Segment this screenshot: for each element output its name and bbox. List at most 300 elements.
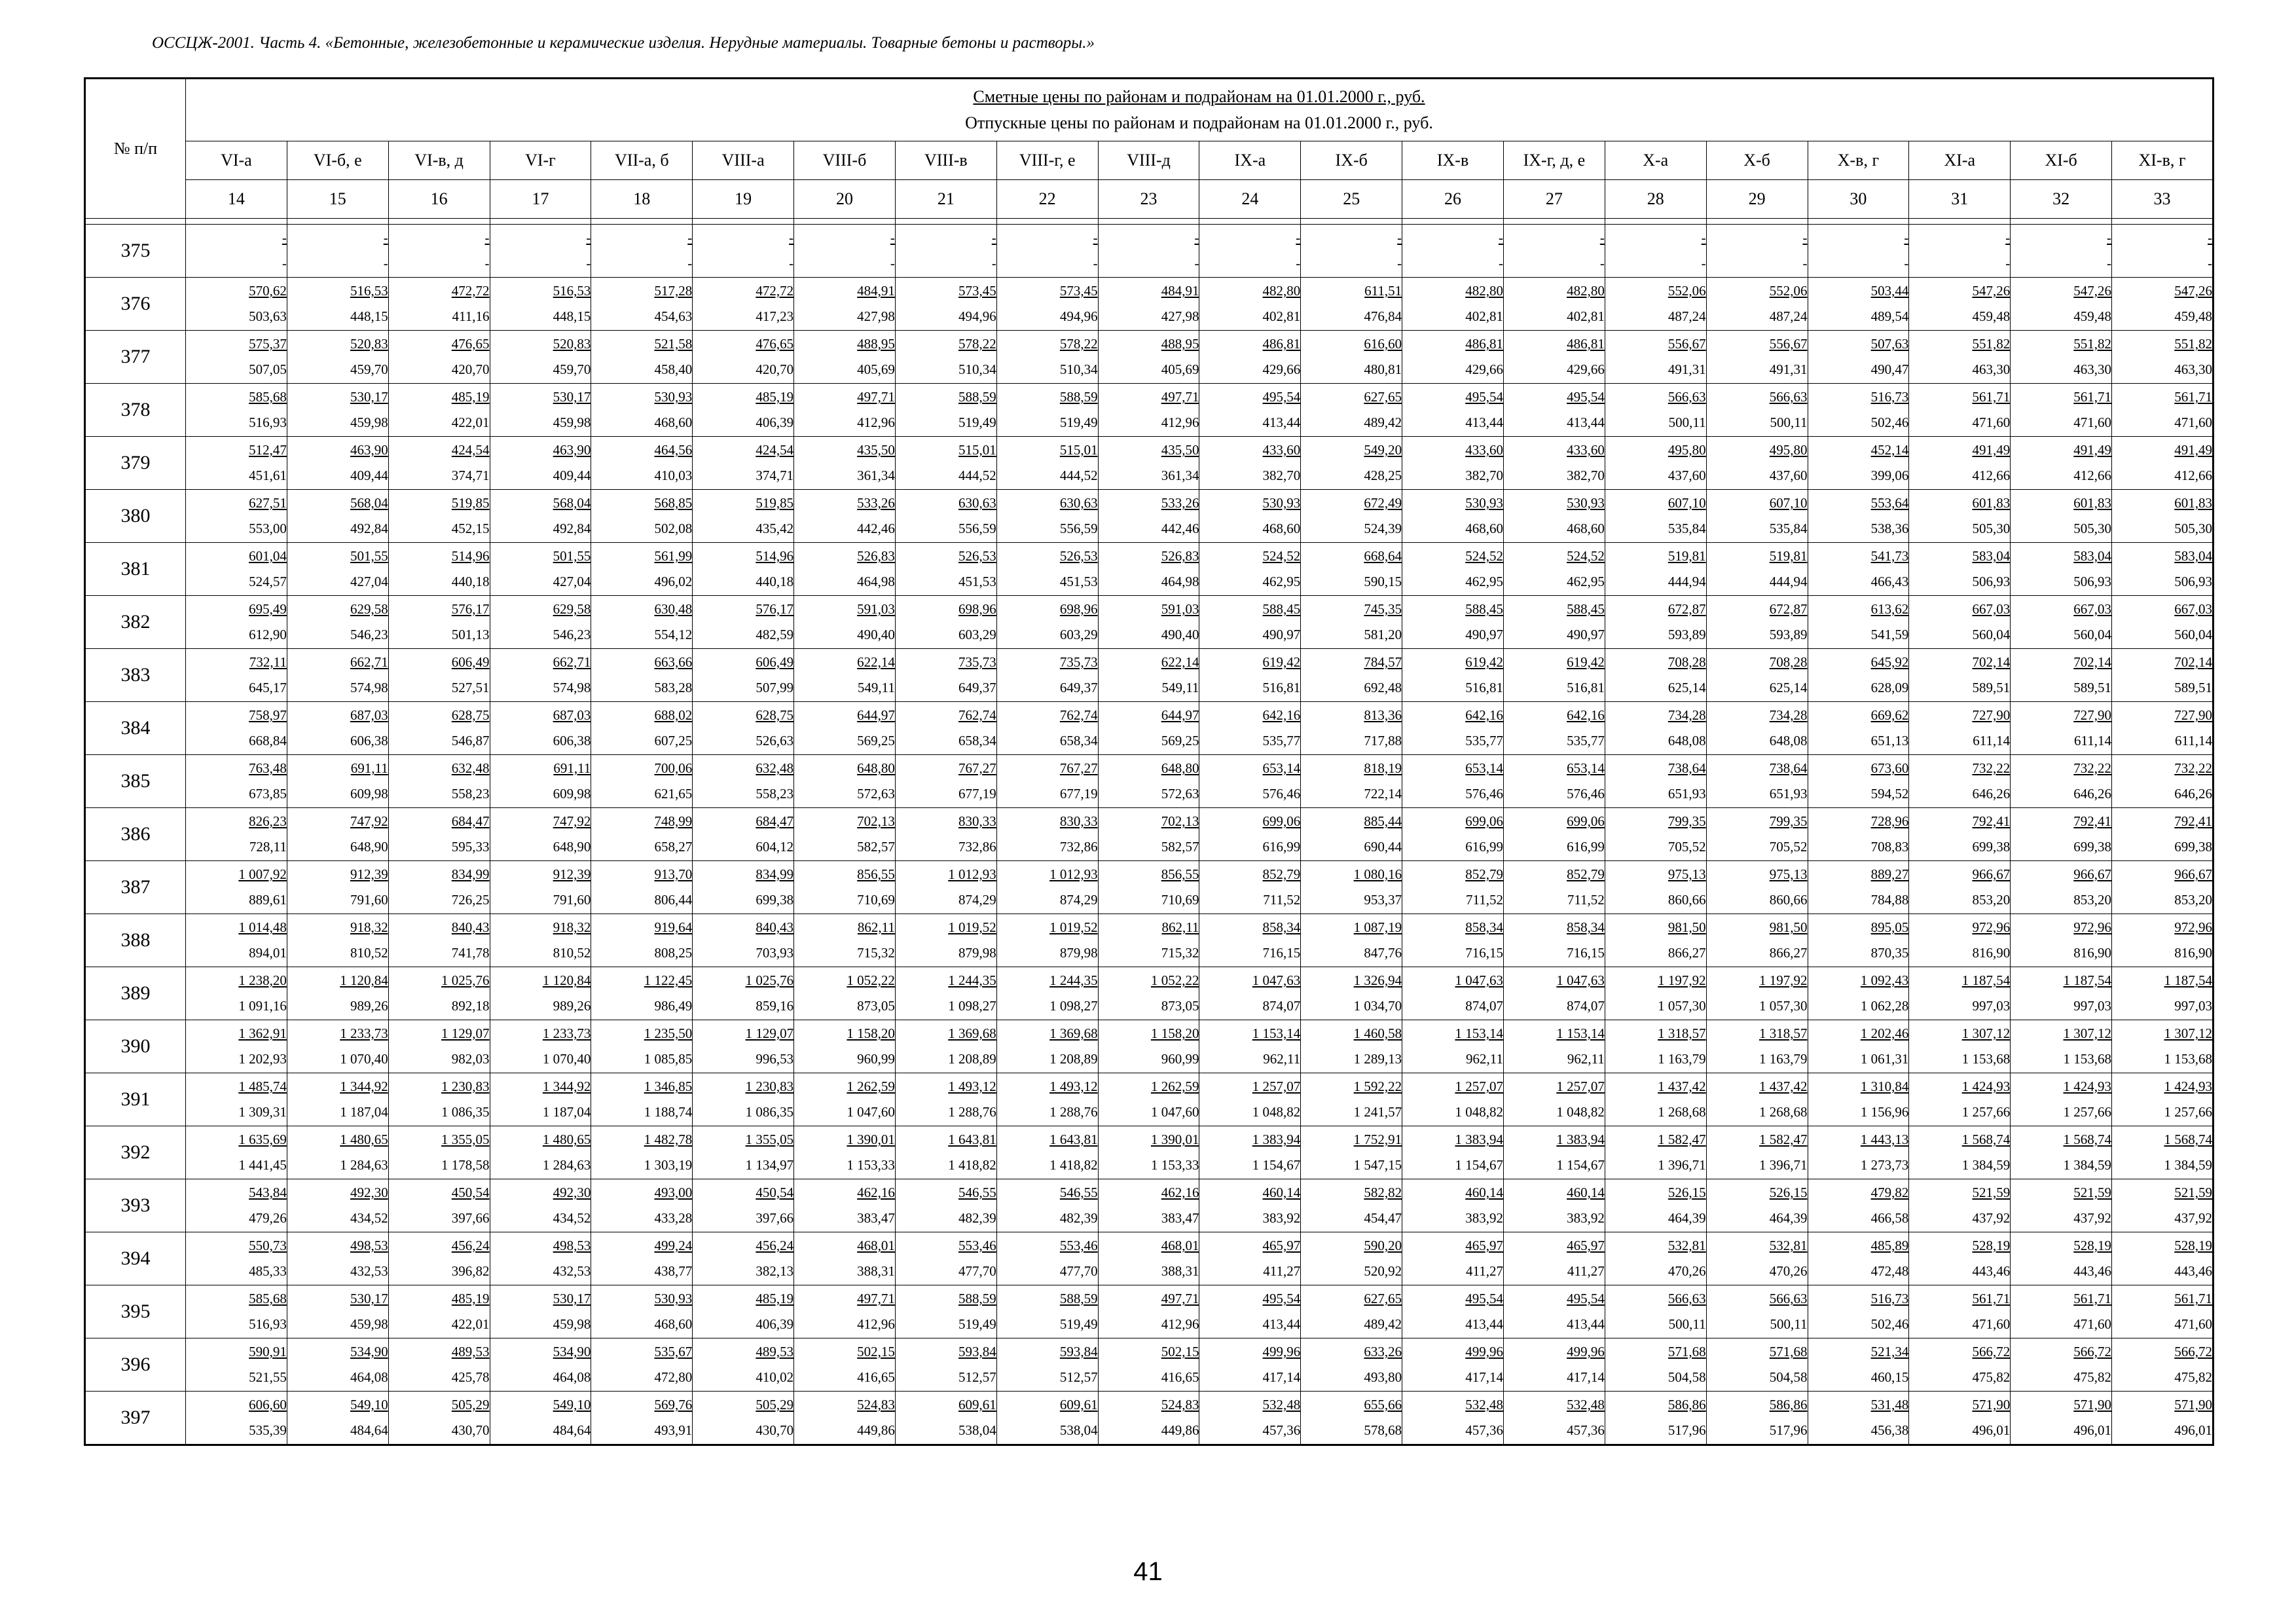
estimate-price: 566,72	[2073, 1344, 2112, 1359]
release-price: 986,49	[654, 998, 693, 1014]
price-cell	[1402, 1338, 1504, 1392]
price-cell	[1503, 1126, 1605, 1179]
price-cell	[1808, 278, 1909, 331]
estimate-price: 1 568,74	[2063, 1132, 2112, 1147]
region-header: VIII-а	[693, 141, 794, 180]
estimate-price: 1 424,93	[2063, 1079, 2112, 1094]
release-price: 472,80	[654, 1369, 693, 1385]
estimate-price: 588,45	[1262, 601, 1301, 617]
release-price: 399,06	[1870, 468, 1909, 483]
estimate-price: 433,60	[1262, 442, 1301, 458]
price-cell	[1301, 755, 1402, 808]
release-price: 489,42	[1364, 415, 1402, 430]
estimate-price: 495,80	[1769, 442, 1808, 458]
price-cell	[388, 384, 490, 437]
release-price: 651,13	[1870, 733, 1909, 748]
estimate-price: 699,06	[1567, 813, 1605, 829]
price-cell	[996, 437, 1098, 490]
estimate-price: 622,14	[857, 654, 895, 670]
release-price: 459,70	[350, 361, 388, 377]
release-price: 416,65	[1161, 1369, 1199, 1385]
price-cell	[895, 278, 996, 331]
estimate-price: 667,03	[1972, 601, 2011, 617]
price-cell	[1808, 490, 1909, 543]
release-price: 397,66	[451, 1210, 490, 1226]
release-price: 673,85	[249, 786, 287, 802]
price-cell	[1706, 1392, 1808, 1445]
estimate-price: 526,53	[958, 548, 996, 564]
price-cell	[693, 1126, 794, 1179]
estimate-price: 919,64	[654, 919, 693, 935]
estimate-price: 1 122,45	[644, 972, 693, 988]
estimate-price: 1 355,05	[745, 1132, 794, 1147]
release-price: 464,08	[553, 1369, 591, 1385]
estimate-price: 1 480,65	[542, 1132, 591, 1147]
estimate-price: 1 443,13	[1860, 1132, 1909, 1147]
estimate-price: 552,06	[1769, 283, 1808, 299]
release-price: -	[282, 255, 287, 271]
price-cell	[1301, 702, 1402, 755]
region-header: IX-б	[1301, 141, 1402, 180]
price-cell	[1909, 861, 2011, 914]
estimate-price: 528,19	[2174, 1238, 2212, 1253]
price-cell	[1301, 490, 1402, 543]
release-price: 546,87	[451, 733, 490, 748]
price-cell	[1605, 861, 1706, 914]
estimate-price: 912,39	[350, 866, 388, 882]
price-cell	[1605, 384, 1706, 437]
estimate-price: 433,60	[1567, 442, 1605, 458]
table-row	[85, 1126, 2214, 1179]
price-cell	[1301, 278, 1402, 331]
estimate-price: 708,28	[1769, 654, 1808, 670]
price-cell	[287, 543, 388, 596]
estimate-price: 856,55	[1161, 866, 1199, 882]
estimate-price: 975,13	[1769, 866, 1808, 882]
release-price: 716,15	[1262, 945, 1301, 961]
release-price: 451,53	[1059, 574, 1098, 589]
estimate-price: 591,03	[1161, 601, 1199, 617]
estimate-price: 588,59	[1059, 1291, 1098, 1306]
estimate-price: 834,99	[756, 866, 794, 882]
release-price: 449,86	[1161, 1422, 1199, 1438]
price-cell	[1808, 1179, 1909, 1232]
table-row	[85, 808, 2214, 861]
release-price: 853,20	[1972, 892, 2011, 908]
release-price: 648,90	[553, 839, 591, 855]
estimate-price: 516,73	[1870, 1291, 1909, 1306]
estimate-price: 972,96	[2174, 919, 2212, 935]
price-cell	[693, 490, 794, 543]
estimate-price: 583,04	[2174, 548, 2212, 564]
release-price: 658,27	[654, 839, 693, 855]
release-price: -	[2208, 255, 2212, 271]
price-cell	[1199, 1020, 1301, 1073]
price-cell	[591, 490, 693, 543]
column-number: 32	[2011, 180, 2112, 219]
release-price: -	[890, 255, 895, 271]
estimate-price: 606,60	[249, 1397, 287, 1412]
estimate-price: 462,16	[1161, 1185, 1199, 1200]
price-cell	[1503, 1020, 1605, 1073]
price-cell	[490, 1285, 591, 1338]
price-cell	[1808, 808, 1909, 861]
release-price: 962,11	[1465, 1051, 1503, 1067]
release-price: 989,26	[553, 998, 591, 1014]
estimate-price: 485,19	[756, 389, 794, 405]
price-cell	[1402, 384, 1504, 437]
price-cell	[693, 384, 794, 437]
table-title-release: Отпускные цены по районам и подрайонам на 01.01.2000 г., руб.	[965, 113, 1433, 132]
release-price: 1 547,15	[1353, 1157, 1402, 1173]
release-price: 716,15	[1567, 945, 1605, 961]
estimate-price: 566,72	[2174, 1344, 2212, 1359]
estimate-price: 530,93	[654, 1291, 693, 1306]
release-price: 430,70	[451, 1422, 490, 1438]
column-number-row	[85, 180, 2214, 219]
release-price: 402,81	[1567, 308, 1605, 324]
release-price: 649,37	[1059, 680, 1098, 695]
estimate-price: 601,83	[2073, 495, 2112, 511]
price-cell	[1098, 967, 1199, 1020]
price-cell	[1199, 1126, 1301, 1179]
price-cell	[996, 1179, 1098, 1232]
estimate-price: 1 344,92	[542, 1079, 591, 1094]
estimate-price: 532,48	[1465, 1397, 1503, 1412]
price-cell	[287, 1073, 388, 1126]
price-cell	[1402, 808, 1504, 861]
estimate-price: 687,03	[553, 707, 591, 723]
price-cell	[490, 1020, 591, 1073]
release-price: 493,80	[1364, 1369, 1402, 1385]
price-cell	[490, 1392, 591, 1445]
estimate-price: 1 025,76	[441, 972, 490, 988]
release-price: 468,60	[1262, 521, 1301, 536]
estimate-price: 484,91	[1161, 283, 1199, 299]
estimate-price: 531,48	[1870, 1397, 1909, 1412]
price-cell	[591, 808, 693, 861]
column-number: 23	[1098, 180, 1199, 219]
release-price: 874,29	[1059, 892, 1098, 908]
price-cell	[1808, 384, 1909, 437]
price-cell	[591, 1232, 693, 1285]
estimate-price: 485,19	[451, 389, 490, 405]
release-price: 443,46	[2073, 1263, 2112, 1279]
row-number: 395	[85, 1285, 186, 1338]
estimate-price: 532,81	[1769, 1238, 1808, 1253]
price-cell	[1098, 490, 1199, 543]
region-header: VI-в, д	[388, 141, 490, 180]
price-cell	[996, 1392, 1098, 1445]
price-cell	[1808, 914, 1909, 967]
table-row	[85, 225, 2214, 278]
estimate-price: 551,82	[1972, 336, 2011, 352]
release-price: 422,01	[451, 1316, 490, 1332]
estimate-price: 489,53	[451, 1344, 490, 1359]
price-cell	[1706, 490, 1808, 543]
release-price: 459,70	[553, 361, 591, 377]
column-number: 27	[1503, 180, 1605, 219]
price-cell	[1199, 808, 1301, 861]
estimate-price: 495,54	[1465, 389, 1503, 405]
release-price: 411,27	[1567, 1263, 1605, 1279]
release-price: 870,35	[1870, 945, 1909, 961]
estimate-price: 486,81	[1567, 336, 1605, 352]
estimate-price: 1 153,14	[1455, 1025, 1503, 1041]
release-price: 413,44	[1567, 1316, 1605, 1332]
price-cell	[996, 808, 1098, 861]
column-number: 14	[186, 180, 287, 219]
price-cell	[895, 967, 996, 1020]
price-cell	[895, 1338, 996, 1392]
estimate-price: 1 012,93	[1049, 866, 1098, 882]
price-cell	[996, 1126, 1098, 1179]
estimate-price: -	[1599, 230, 1605, 246]
release-price: 611,14	[1973, 733, 2011, 748]
price-cell	[490, 543, 591, 596]
release-price: 558,23	[451, 786, 490, 802]
price-cell	[895, 331, 996, 384]
price-cell	[2112, 702, 2214, 755]
estimate-price: 561,71	[1972, 1291, 2011, 1306]
release-price: 874,07	[1567, 998, 1605, 1014]
estimate-price: 493,00	[654, 1185, 693, 1200]
release-price: 526,63	[756, 733, 794, 748]
price-cell	[996, 278, 1098, 331]
price-cell	[287, 1179, 388, 1232]
release-price: 611,14	[2175, 733, 2212, 748]
release-price: 516,93	[249, 415, 287, 430]
release-price: 435,42	[756, 521, 794, 536]
estimate-price: 616,60	[1364, 336, 1402, 352]
estimate-price: 499,96	[1465, 1344, 1503, 1359]
release-price: -	[1904, 255, 1909, 271]
release-price: 1 163,79	[1658, 1051, 1706, 1067]
price-cell	[490, 437, 591, 490]
price-cell	[1301, 225, 1402, 278]
price-cell	[1098, 278, 1199, 331]
estimate-price: 495,54	[1262, 389, 1301, 405]
estimate-price: -	[1701, 230, 1706, 246]
price-cell	[2011, 1392, 2112, 1445]
price-cell	[1098, 914, 1199, 967]
release-price: 535,77	[1465, 733, 1503, 748]
estimate-price: 830,33	[958, 813, 996, 829]
price-cell	[2011, 543, 2112, 596]
price-cell	[693, 543, 794, 596]
release-price: 444,94	[1769, 574, 1808, 589]
price-cell	[794, 649, 896, 702]
release-price: 538,04	[958, 1422, 996, 1438]
release-price: 412,96	[1161, 1316, 1199, 1332]
estimate-price: 530,17	[350, 389, 388, 405]
price-cell	[2011, 914, 2112, 967]
price-cell	[1706, 1126, 1808, 1179]
estimate-price: 852,79	[1567, 866, 1605, 882]
estimate-price: 1 480,65	[340, 1132, 388, 1147]
price-cell	[1706, 225, 1808, 278]
release-price: 412,96	[857, 415, 895, 430]
release-price: 607,25	[654, 733, 693, 748]
release-price: 382,70	[1262, 468, 1301, 483]
price-cell	[388, 490, 490, 543]
estimate-price: 727,90	[2073, 707, 2112, 723]
estimate-price: 501,55	[553, 548, 591, 564]
estimate-price: 1 390,01	[1150, 1132, 1199, 1147]
release-price: 413,44	[1262, 415, 1301, 430]
release-price: 504,58	[1769, 1369, 1808, 1385]
estimate-price: 1 307,12	[2063, 1025, 2112, 1041]
estimate-price: 462,16	[857, 1185, 895, 1200]
estimate-price: 673,60	[1870, 760, 1909, 776]
estimate-price: 521,58	[654, 336, 693, 352]
price-cell	[591, 1020, 693, 1073]
table-row	[85, 914, 2214, 967]
estimate-price: 549,10	[553, 1397, 591, 1412]
estimate-price: 519,81	[1667, 548, 1706, 564]
row-number: 380	[85, 490, 186, 543]
release-price: 1 098,27	[1049, 998, 1098, 1014]
price-cell	[1098, 1179, 1199, 1232]
release-price: -	[1599, 255, 1605, 271]
region-header: X-б	[1706, 141, 1808, 180]
row-number: 387	[85, 861, 186, 914]
release-price: 471,60	[2073, 1316, 2112, 1332]
price-table	[84, 77, 2214, 1446]
column-number: 30	[1808, 180, 1909, 219]
price-cell	[1808, 331, 1909, 384]
estimate-price: 499,96	[1567, 1344, 1605, 1359]
release-price: 519,49	[958, 1316, 996, 1332]
release-price: 621,65	[654, 786, 693, 802]
release-price: 726,25	[451, 892, 490, 908]
release-price: 448,15	[553, 308, 591, 324]
price-cell	[996, 331, 1098, 384]
price-cell	[388, 1232, 490, 1285]
estimate-price: 648,80	[857, 760, 895, 776]
price-cell	[1098, 1020, 1199, 1073]
price-cell	[388, 967, 490, 1020]
region-header: VIII-б	[794, 141, 896, 180]
release-price: 500,11	[1668, 1316, 1706, 1332]
row-number: 389	[85, 967, 186, 1020]
price-cell	[895, 437, 996, 490]
price-cell	[1098, 861, 1199, 914]
price-cell	[388, 702, 490, 755]
release-price: 715,32	[1161, 945, 1199, 961]
estimate-price: 485,19	[756, 1291, 794, 1306]
release-price: 583,28	[654, 680, 693, 695]
estimate-price: 492,30	[350, 1185, 388, 1200]
price-cell	[1402, 1392, 1504, 1445]
price-cell	[287, 437, 388, 490]
release-price: 574,98	[553, 680, 591, 695]
estimate-price: 745,35	[1364, 601, 1402, 617]
estimate-price: -	[890, 230, 895, 246]
estimate-price: 568,04	[350, 495, 388, 511]
release-price: 490,40	[1161, 627, 1199, 642]
estimate-price: 784,57	[1364, 654, 1402, 670]
release-price: 501,13	[451, 627, 490, 642]
price-cell	[1098, 1073, 1199, 1126]
estimate-price: 1 153,14	[1556, 1025, 1605, 1041]
estimate-price: 1 643,81	[1049, 1132, 1098, 1147]
release-price: 388,31	[1161, 1263, 1199, 1279]
price-cell	[1199, 649, 1301, 702]
price-cell	[1503, 1073, 1605, 1126]
estimate-price: 1 383,94	[1252, 1132, 1301, 1147]
estimate-price: 521,34	[1870, 1344, 1909, 1359]
price-cell	[2112, 278, 2214, 331]
price-cell	[287, 1392, 388, 1445]
estimate-price: 1 344,92	[340, 1079, 388, 1094]
release-price: 413,44	[1465, 415, 1503, 430]
estimate-price: 534,90	[553, 1344, 591, 1359]
release-price: 1 047,60	[1150, 1104, 1199, 1120]
estimate-price: 485,89	[1870, 1238, 1909, 1253]
estimate-price: -	[789, 230, 794, 246]
estimate-price: 526,83	[857, 548, 895, 564]
release-price: -	[1093, 255, 1098, 271]
price-cell	[388, 225, 490, 278]
price-cell	[1199, 543, 1301, 596]
table-body	[85, 219, 2214, 1445]
row-number: 382	[85, 596, 186, 649]
estimate-price: 1 080,16	[1353, 866, 1402, 882]
release-price: 417,14	[1262, 1369, 1301, 1385]
price-cell	[1503, 225, 1605, 278]
price-cell	[1301, 808, 1402, 861]
estimate-price: 1 235,50	[644, 1025, 693, 1041]
release-price: 711,52	[1567, 892, 1605, 908]
estimate-price: 619,42	[1567, 654, 1605, 670]
estimate-price: 1 582,47	[1759, 1132, 1808, 1147]
price-cell	[186, 437, 287, 490]
estimate-price: 747,92	[350, 813, 388, 829]
price-cell	[1909, 914, 2011, 967]
release-price: 524,39	[1364, 521, 1402, 536]
price-cell	[996, 967, 1098, 1020]
release-price: 428,25	[1364, 468, 1402, 483]
price-cell	[2011, 1073, 2112, 1126]
price-cell	[693, 278, 794, 331]
column-number: 24	[1199, 180, 1301, 219]
release-price: 582,57	[857, 839, 895, 855]
price-cell	[591, 596, 693, 649]
estimate-price: 1 129,07	[441, 1025, 490, 1041]
table-row	[85, 384, 2214, 437]
price-cell	[794, 1232, 896, 1285]
release-price: 502,08	[654, 521, 693, 536]
price-cell	[388, 1073, 490, 1126]
price-cell	[2011, 1126, 2112, 1179]
price-cell	[794, 914, 896, 967]
release-price: 429,66	[1262, 361, 1301, 377]
estimate-price: 571,68	[1769, 1344, 1808, 1359]
estimate-price: 530,93	[1262, 495, 1301, 511]
estimate-price: -	[1498, 230, 1503, 246]
release-price: 463,30	[2174, 361, 2212, 377]
price-cell	[1909, 490, 2011, 543]
release-price: 512,57	[1059, 1369, 1098, 1385]
price-cell	[490, 702, 591, 755]
release-price: 464,39	[1769, 1210, 1808, 1226]
release-price: 853,20	[2073, 892, 2112, 908]
release-price: 1 273,73	[1860, 1157, 1909, 1173]
release-price: 590,15	[1364, 574, 1402, 589]
release-price: 703,93	[756, 945, 794, 961]
price-cell	[996, 1232, 1098, 1285]
